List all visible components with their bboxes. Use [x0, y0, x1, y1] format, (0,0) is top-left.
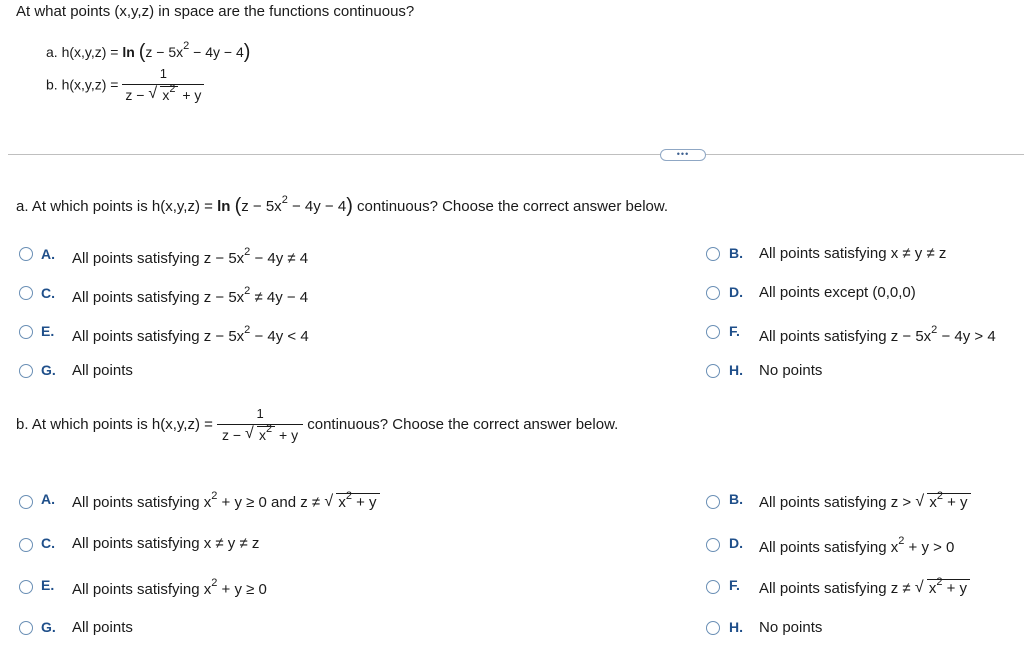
- question-b-fraction: 1 z − √ $x^2 + y$: [122, 66, 204, 103]
- radio-button[interactable]: [706, 580, 720, 594]
- question-a: a. $h(x,y,z) = \ln (z - 5x^2 - 4y - 4)$: [46, 40, 251, 63]
- radio-button[interactable]: [706, 364, 720, 378]
- question-a-inner: z − 5x: [145, 44, 184, 60]
- question-b-label: b. h(x,y,z) =: [46, 76, 119, 93]
- part-b-fraction: 1 z − √ $x^2 + y$: [217, 406, 303, 443]
- radio-button[interactable]: [19, 621, 33, 635]
- radio-button[interactable]: [19, 325, 33, 339]
- radio-button[interactable]: [706, 495, 720, 509]
- radio-button[interactable]: [19, 495, 33, 509]
- question-a-label: a. h(x,y,z) =: [46, 44, 119, 60]
- radio-button[interactable]: [706, 621, 720, 635]
- question-b: [46, 66, 204, 103]
- radio-button[interactable]: [19, 364, 33, 378]
- radio-button[interactable]: [19, 247, 33, 261]
- question-prompt: At what points (x,y,z) in space are the functions continuous?: [16, 3, 415, 20]
- radio-button[interactable]: [19, 286, 33, 300]
- radio-button[interactable]: [706, 538, 720, 552]
- radio-button[interactable]: [706, 286, 720, 300]
- radio-button[interactable]: [19, 580, 33, 594]
- radio-button[interactable]: [706, 325, 720, 339]
- radio-button[interactable]: [19, 538, 33, 552]
- more-button[interactable]: •••: [660, 149, 706, 161]
- radio-button[interactable]: [706, 247, 720, 261]
- part-b-question: b. At which points is h(x,y,z) = 1 z − √ $x^2 + y$ continuous? Choose the correct answer below.: [16, 406, 619, 443]
- ln-label: ln: [122, 44, 135, 60]
- section-divider: [8, 154, 1024, 155]
- part-a-question: a. At which points is $h(x,y,z) = \ln (z - 5x^2 - 4y - 4)$ continuous? Choose the correct answer below.: [16, 194, 669, 217]
